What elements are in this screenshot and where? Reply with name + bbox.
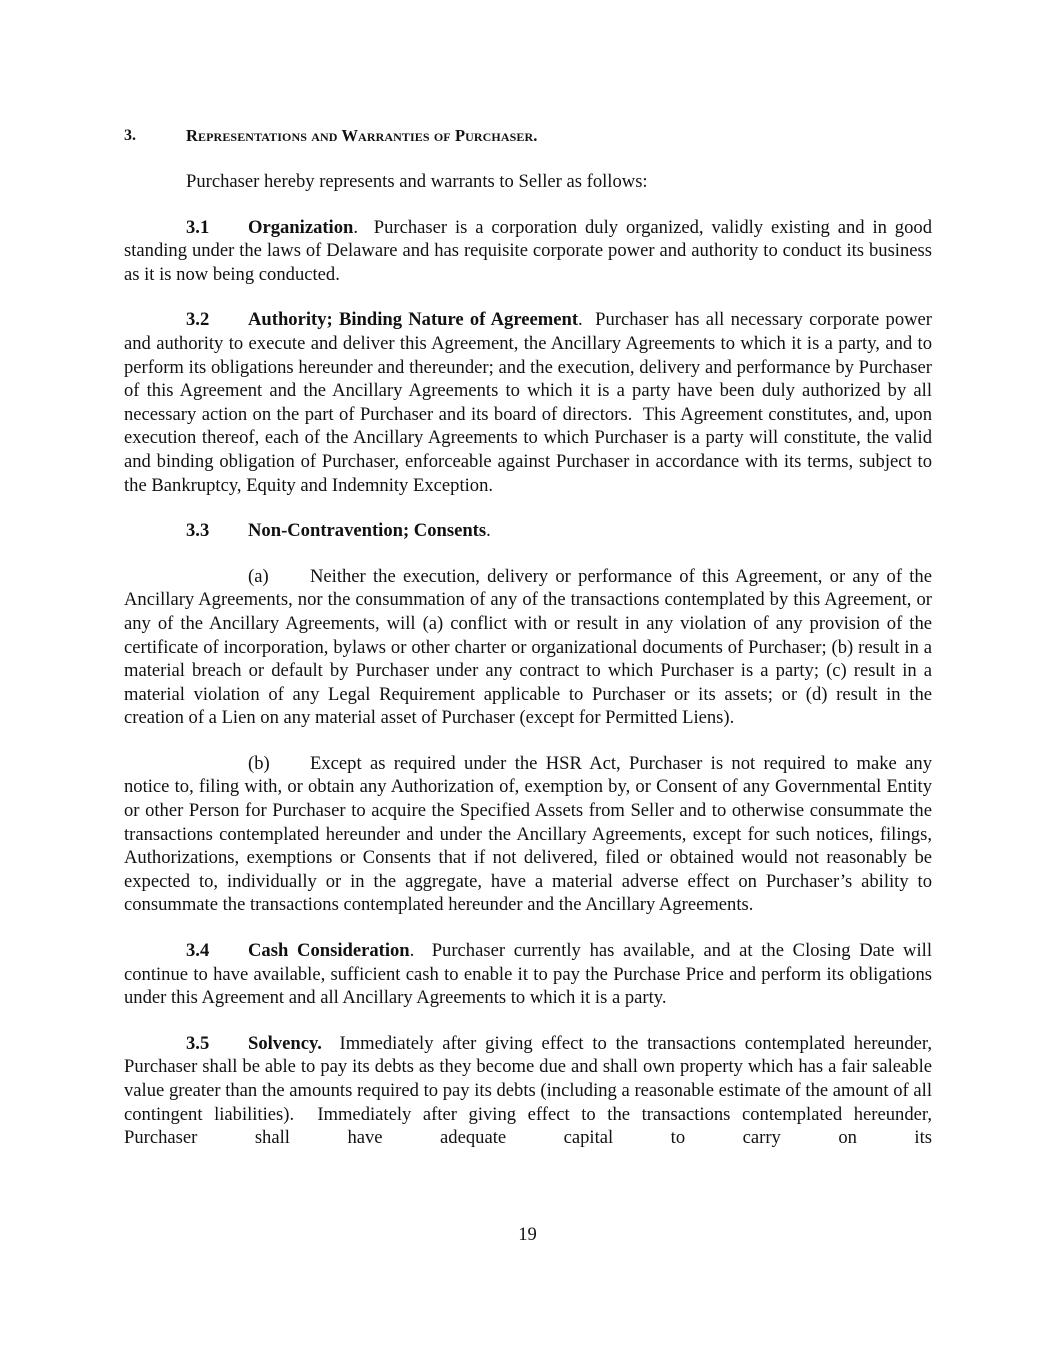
subsection-number: 3.5: [186, 1032, 210, 1054]
subsection-title: Cash Consideration: [248, 940, 410, 962]
clause-body: Neither the execution, delivery or performance of this Agreement, or any of the Ancillary Agreements, nor the consummation of any of the transactions contemplated by this Agreement, or any of the Ancillary Agreements, will (a) conflict with or result in any violation of any provision of the certificate of incorporation, bylaws or other charter or organizational documents of Purchaser; (b) result in a material breach or default by Purchaser under any contract to which Purchaser is a party; (c) result in a material violation of any Legal Requirement applicable to Purchaser or its assets; or (d) result in the creation of a Lien on any material asset of Purchaser (except for Permitted Liens).: [124, 565, 932, 729]
subsection-title: Non-Contravention; Consents: [248, 520, 487, 542]
subsection-3-2: 3.2 Authority; Binding Nature of Agreement. Purchaser has all necessary corporate power and authority to execute and deliver this Agreement, the Ancillary Agreements to which it is a party, and to perform its obligations hereunder and thereunder; and the execution, delivery and performance by Purchaser of this Agreement and the Ancillary Agreements to which it is a party have been duly authorized by all necessary action on the part of Purchaser and its board of directors. This Agreement constitutes, and, upon execution thereof, each of the Ancillary Agreements to which Purchaser is a party will constitute, the valid and binding obligation of Purchaser, enforceable against Purchaser in accordance with its terms, subject to the Bankruptcy, Equity and Indemnity Exception.: [124, 309, 937, 496]
subsection-3-3: 3.3 Non-Contravention; Consents.: [186, 520, 491, 542]
clause-label: (b): [248, 752, 270, 774]
subsection-number: 3.1: [186, 216, 210, 238]
clause-label: (a): [248, 565, 269, 587]
subsection-number: 3.2: [186, 309, 210, 331]
subsection-3-5: [124, 1032, 937, 1150]
subsection-number: 3.4: [186, 940, 210, 962]
subsection-body: Immediately after giving effect to the transactions contemplated hereunder, Purchaser shall be able to pay its debts as they become due and shall own property which has a fair saleable value greater than the amounts required to pay its debts (including a reasonable estimate of the amount of all contingent liabilities). Immediately after giving effect to the transactions contemplated hereunder, Purchaser shall have adequate capital to carry on its: [124, 1032, 937, 1149]
subsection-title: Organization: [248, 216, 354, 238]
clause-3-3-b: [124, 752, 932, 917]
subsection-title: Authority; Binding Nature of Agreement: [248, 309, 579, 331]
section-intro: Purchaser hereby represents and warrants to Seller as follows:: [186, 171, 648, 192]
document-page: [124, 124, 937, 1150]
subsection-body: Purchaser currently has available, and at the Closing Date will continue to have available, sufficient cash to enable it to pay the Purchase Price and perform its obligations under this Agreement and all Ancillary Agreements to which it is a party.: [124, 940, 937, 1009]
subsection-3-1: 3.1 Organization. Purchaser is a corporation duly organized, validly existing and in good standing under the laws of Delaware and has requisite corporate power and authority to conduct its business as it is now being conducted.: [124, 216, 937, 285]
subsection-number: 3.3: [186, 520, 210, 542]
clause-3-3-a: [124, 565, 932, 730]
section-heading: [124, 124, 932, 148]
subsection-3-4: 3.4 Cash Consideration. Purchaser currently has available, and at the Closing Date will continue to have available, sufficient cash to enable it to pay the Purchase Price and perform its obligations under this Agreement and all Ancillary Agreements to which it is a party.: [124, 940, 937, 1009]
section-title: Representations and Warranties of Purchaser.: [186, 126, 538, 146]
page-number: 19: [518, 1224, 537, 1245]
subsection-body: Purchaser is a corporation duly organized, validly existing and in good standing under the laws of Delaware and has requisite corporate power and authority to conduct its business as it is now being conducted.: [124, 216, 937, 285]
clause-body: Except as required under the HSR Act, Purchaser is not required to make any notice to, filing with, or obtain any Authorization of, exemption by, or Consent of any Governmental Entity or other Person for Purchaser to acquire the Specified Assets from Seller and to otherwise consummate the transactions contemplated hereunder and under the Ancillary Agreements, except for such notices, filings, Authorizations, exemptions or Consents that if not delivered, filed or obtained would not reasonably be expected to, individually or in the aggregate, have a material adverse effect on Purchaser’s ability to consummate the transactions contemplated hereunder and the Ancillary Agreements.: [124, 752, 932, 916]
subsection-title: Solvency.: [248, 1032, 322, 1054]
subsection-body: Purchaser has all necessary corporate power and authority to execute and deliver this Agreement, the Ancillary Agreements to which it is a party, and to perform its obligations hereunder and thereunder; and the execution, delivery and performance by Purchaser of this Agreement and the Ancillary Agreements to which it is a party have been duly authorized by all necessary action on the part of Purchaser and its board of directors. This Agreement constitutes, and, upon execution thereof, each of the Ancillary Agreements to which Purchaser is a party will constitute, the valid and binding obligation of Purchaser, enforceable against Purchaser in accordance with its terms, subject to the Bankruptcy, Equity and Indemnity Exception.: [124, 309, 937, 496]
section-number: 3.: [124, 127, 136, 145]
